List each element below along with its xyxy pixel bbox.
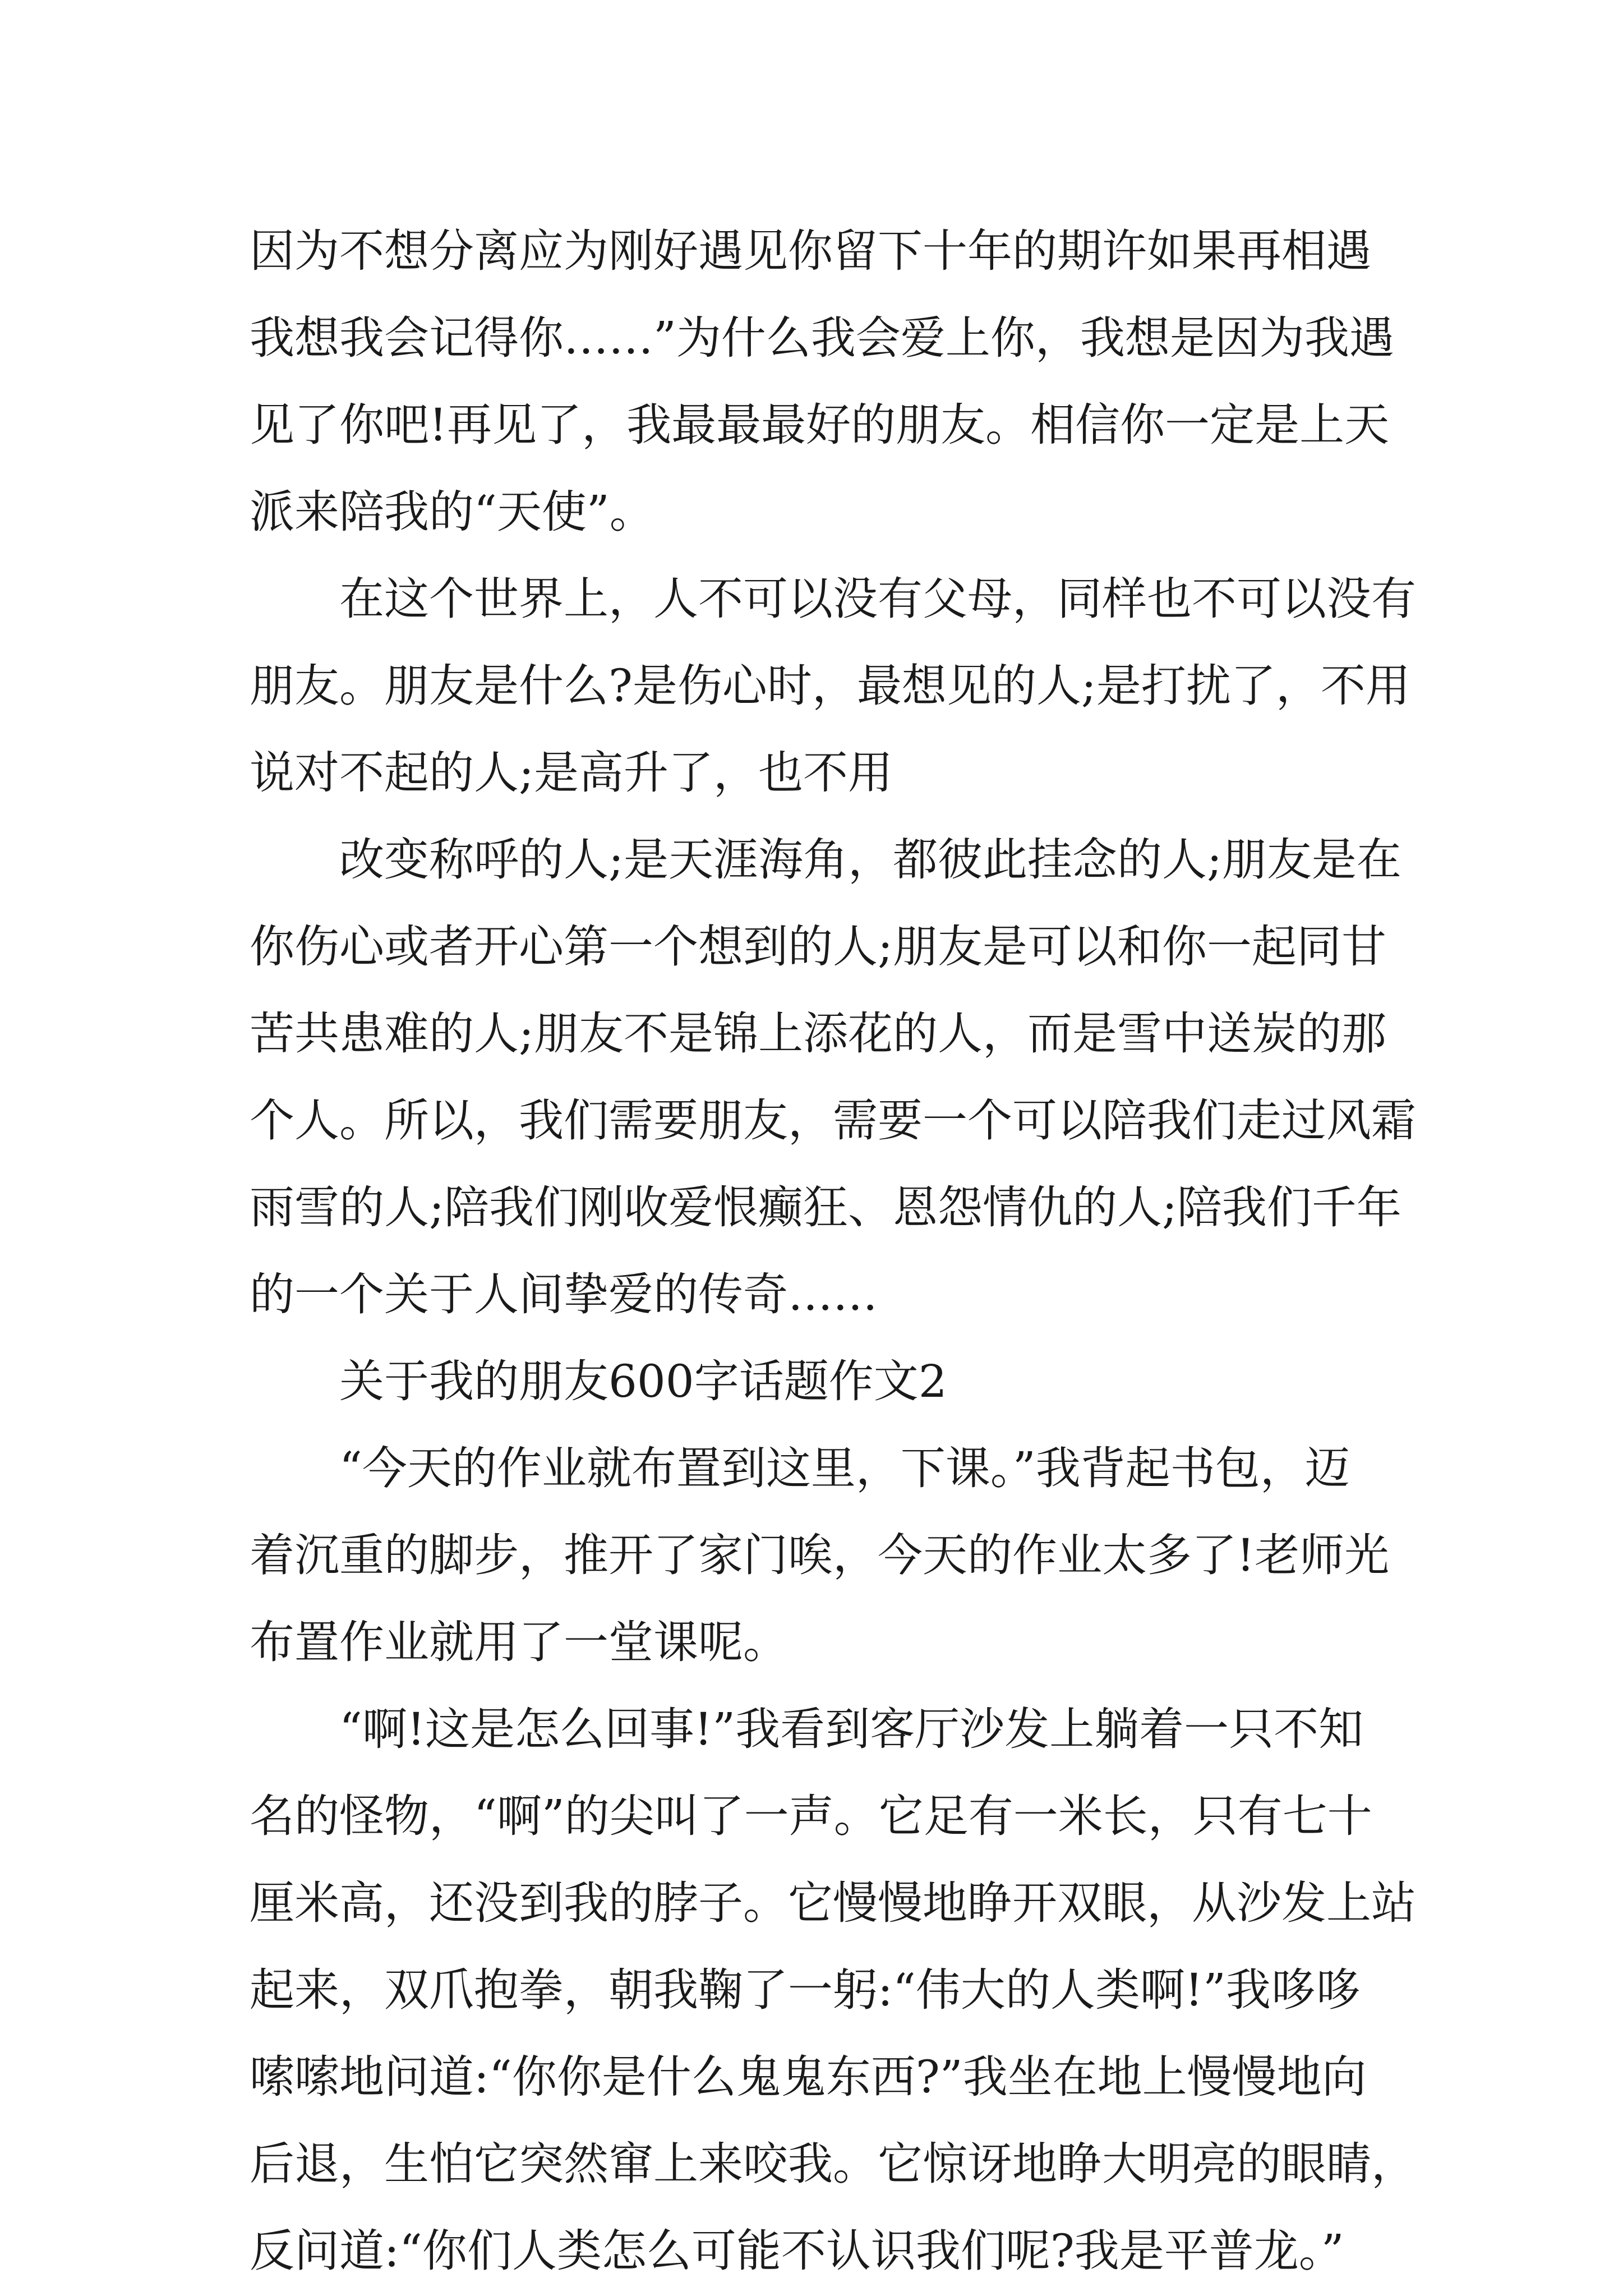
text-line: 着沉重的脚步，推开了家门唉，今天的作业太多了!老师光 xyxy=(250,1529,1390,1581)
text-line: 雨雪的人;陪我们刚收爱恨癫狂、恩怨情仇的人;陪我们千年 xyxy=(250,1181,1401,1234)
text-line: 嗦嗦地问道:“你你是什么鬼鬼东西?”我坐在地上慢慢地向 xyxy=(250,2051,1367,2103)
text-line: 名的怪物，“啊”的尖叫了一声。它足有一米长，只有七十 xyxy=(250,1790,1372,1842)
text-line: 布置作业就用了一堂课呢。 xyxy=(250,1616,788,1668)
text-line: 因为不想分离应为刚好遇见你留下十年的期许如果再相遇 xyxy=(250,225,1371,277)
text-line: 我想我会记得你……”为什么我会爱上你，我想是因为我遇 xyxy=(250,312,1394,364)
section-heading: 关于我的朋友600字话题作文2 xyxy=(339,1355,947,1407)
text-line: 厘米高，还没到我的脖子。它慢慢地睁开双眼，从沙发上站 xyxy=(250,1877,1416,1929)
text-line: 说对不起的人;是高升了，也不用 xyxy=(250,747,893,799)
text-line: 朋友。朋友是什么?是伤心时，最想见的人;是打扰了，不用 xyxy=(250,660,1410,712)
text-line: “啊!这是怎么回事!”我看到客厅沙发上躺着一只不知 xyxy=(339,1703,1364,1755)
text-line: 你伤心或者开心第一个想到的人;朋友是可以和你一起同甘 xyxy=(250,921,1386,973)
text-line: 的一个关于人间挚爱的传奇…… xyxy=(250,1268,878,1320)
text-line: 反问道:“你们人类怎么可能不认识我们呢?我是平普龙。” xyxy=(250,2225,1344,2277)
text-line: 在这个世界上，人不可以没有父母，同样也不可以没有 xyxy=(339,573,1416,625)
body-text xyxy=(250,208,1416,2294)
text-line: 派来陪我的“天使”。 xyxy=(250,486,654,538)
text-line: 改变称呼的人;是天涯海角，都彼此挂念的人;朋友是在 xyxy=(339,834,1401,886)
text-line: 见了你吧!再见了，我最最最好的朋友。相信你一定是上天 xyxy=(250,399,1390,451)
text-line: 起来，双爪抱拳，朝我鞠了一躬:“伟大的人类啊!”我哆哆 xyxy=(250,1964,1361,2016)
text-line: 个人。所以，我们需要朋友，需要一个可以陪我们走过风霜 xyxy=(250,1094,1416,1147)
text-line: 苦共患难的人;朋友不是锦上添花的人，而是雪中送炭的那 xyxy=(250,1007,1386,1060)
text-line: 后退，生怕它突然窜上来咬我。它惊讶地睁大明亮的眼睛， xyxy=(250,2138,1416,2190)
text-line: “今天的作业就布置到这里，下课。”我背起书包，迈 xyxy=(339,1442,1350,1494)
